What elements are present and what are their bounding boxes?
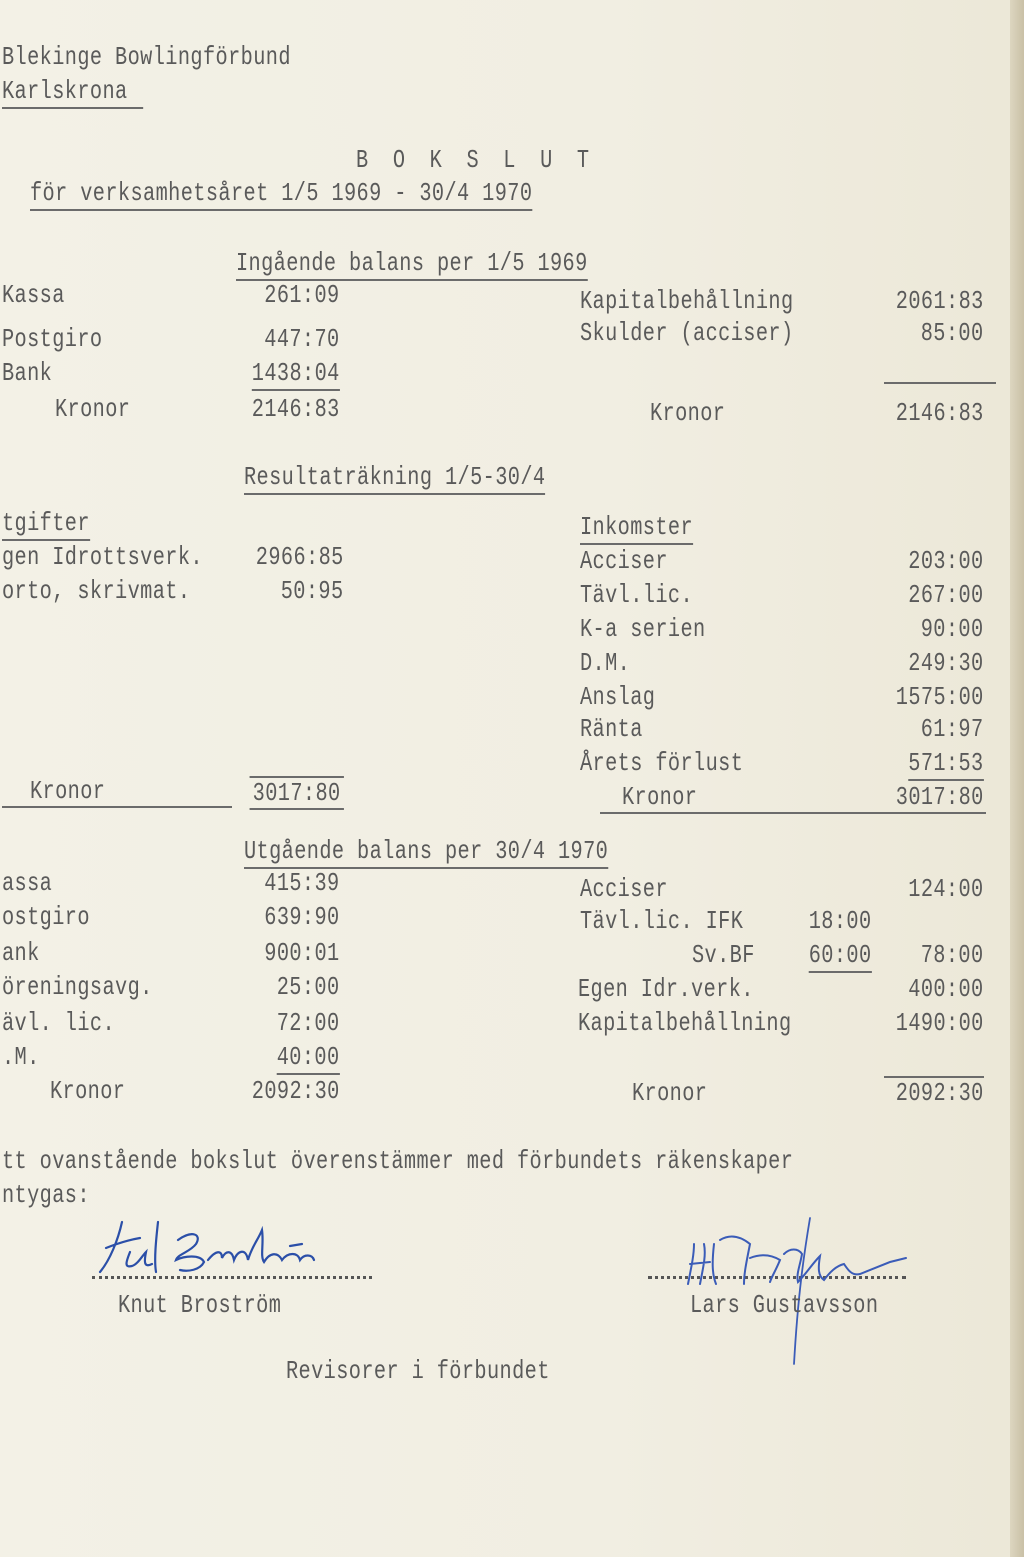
opening-liabilities-total: 2146:83 — [896, 398, 984, 428]
income-amount: 249:30 — [908, 648, 984, 678]
signature-knut-brostrom — [92, 1210, 352, 1290]
income-amount: 1575:00 — [896, 682, 984, 712]
closing-liability-amount: 124:00 — [908, 874, 984, 904]
expense-amount: 50:95 — [281, 576, 344, 606]
closing-asset-label: ank — [2, 938, 40, 968]
closing-assets-total-label: Kronor — [50, 1076, 126, 1106]
paper-edge — [1010, 0, 1024, 1557]
opening-asset-amount: 1438:04 — [252, 358, 340, 391]
income-label: D.M. — [580, 648, 631, 678]
closing-liability-label: Kapitalbehållning — [578, 1008, 792, 1038]
closing-liability-amount: 78:00 — [921, 940, 984, 970]
closing-assets-total: 2092:30 — [252, 1076, 340, 1106]
closing-liabilities-total: 2092:30 — [896, 1078, 984, 1108]
closing-asset-amount: 25:00 — [277, 972, 340, 1002]
signatory-right-name: Lars Gustavsson — [690, 1290, 879, 1320]
closing-liability-amount: 1490:00 — [896, 1008, 984, 1038]
income-total: 3017:80 — [896, 782, 984, 812]
signatory-left-name: Knut Broström — [118, 1290, 282, 1320]
expenses-heading: tgifter — [2, 508, 90, 541]
closing-asset-amount: 40:00 — [277, 1042, 340, 1075]
closing-liability-sublabel: Sv.BF — [692, 940, 755, 970]
closing-asset-amount: 639:90 — [264, 902, 340, 932]
opening-assets-total: 2146:83 — [252, 394, 340, 424]
expenses-total: 3017:80 — [250, 776, 344, 810]
closing-liability-label: Tävl.lic. IFK — [580, 906, 744, 936]
city-name: Karlskrona — [2, 76, 143, 109]
expenses-total-rule — [2, 806, 232, 808]
income-label: Anslag — [580, 682, 656, 712]
closing-asset-label: assa — [2, 868, 53, 898]
income-label: K-a serien — [580, 614, 706, 644]
opening-liability-label: Skulder (acciser) — [580, 318, 794, 348]
income-label: Ränta — [580, 714, 643, 744]
closing-liabilities-total-label: Kronor — [632, 1078, 708, 1108]
closing-asset-amount: 900:01 — [264, 938, 340, 968]
opening-asset-amount: 447:70 — [264, 324, 340, 354]
opening-liability-amount: 85:00 — [921, 318, 984, 348]
closing-liability-amount: 400:00 — [908, 974, 984, 1004]
closing-liability-label: Egen Idr.verk. — [578, 974, 754, 1004]
opening-liabilities-rule — [884, 382, 996, 384]
income-total-label: Kronor — [622, 782, 698, 812]
income-amount: 61:97 — [921, 714, 984, 744]
closing-liability-subamount: 60:00 — [809, 940, 872, 973]
closing-asset-label: .M. — [2, 1042, 40, 1072]
income-label: Tävl.lic. — [580, 580, 694, 610]
income-amount: 267:00 — [908, 580, 984, 610]
opening-liability-amount: 2061:83 — [896, 286, 984, 316]
org-name: Blekinge Bowlingförbund — [2, 42, 291, 72]
attestation-line: ntygas: — [2, 1180, 90, 1210]
opening-balance-heading: Ingående balans per 1/5 1969 — [236, 248, 588, 281]
income-amount: 571:53 — [909, 748, 984, 781]
opening-asset-amount: 261:09 — [264, 280, 340, 310]
expense-label: gen Idrottsverk. — [2, 542, 203, 572]
opening-liabilities-total-label: Kronor — [650, 398, 726, 428]
closing-asset-label: öreningsavg. — [2, 972, 153, 1002]
closing-balance-heading: Utgående balans per 30/4 1970 — [244, 836, 608, 869]
income-amount: 90:00 — [921, 614, 984, 644]
income-total-rule — [600, 812, 986, 814]
opening-asset-label: Kassa — [2, 280, 65, 310]
opening-assets-total-label: Kronor — [55, 394, 131, 424]
closing-asset-amount: 415:39 — [264, 868, 340, 898]
closing-asset-label: ävl. lic. — [2, 1008, 116, 1038]
signatories-role: Revisorer i förbundet — [286, 1356, 550, 1386]
income-amount: 203:00 — [908, 546, 984, 576]
document-subtitle: för verksamhetsåret 1/5 1969 - 30/4 1970 — [30, 178, 532, 211]
opening-asset-label: Bank — [2, 358, 53, 388]
expense-amount: 2966:85 — [256, 542, 344, 572]
closing-liability-label: Acciser — [580, 874, 668, 904]
expense-label: orto, skrivmat. — [2, 576, 191, 606]
income-label: Årets förlust — [580, 748, 744, 778]
document-title: B O K S L U T — [356, 145, 596, 175]
income-heading: Inkomster — [580, 512, 693, 545]
opening-liability-label: Kapitalbehållning — [580, 286, 794, 316]
attestation-line: tt ovanstående bokslut överenstämmer med förbundets räkenskaper — [2, 1146, 794, 1176]
closing-asset-amount: 72:00 — [277, 1008, 340, 1038]
income-statement-heading: Resultaträkning 1/5-30/4 — [244, 462, 545, 495]
closing-asset-label: ostgiro — [2, 902, 90, 932]
income-label: Acciser — [580, 546, 668, 576]
expenses-total-label: Kronor — [30, 776, 106, 806]
opening-asset-label: Postgiro — [2, 324, 103, 354]
closing-liability-subamount: 18:00 — [809, 906, 872, 936]
